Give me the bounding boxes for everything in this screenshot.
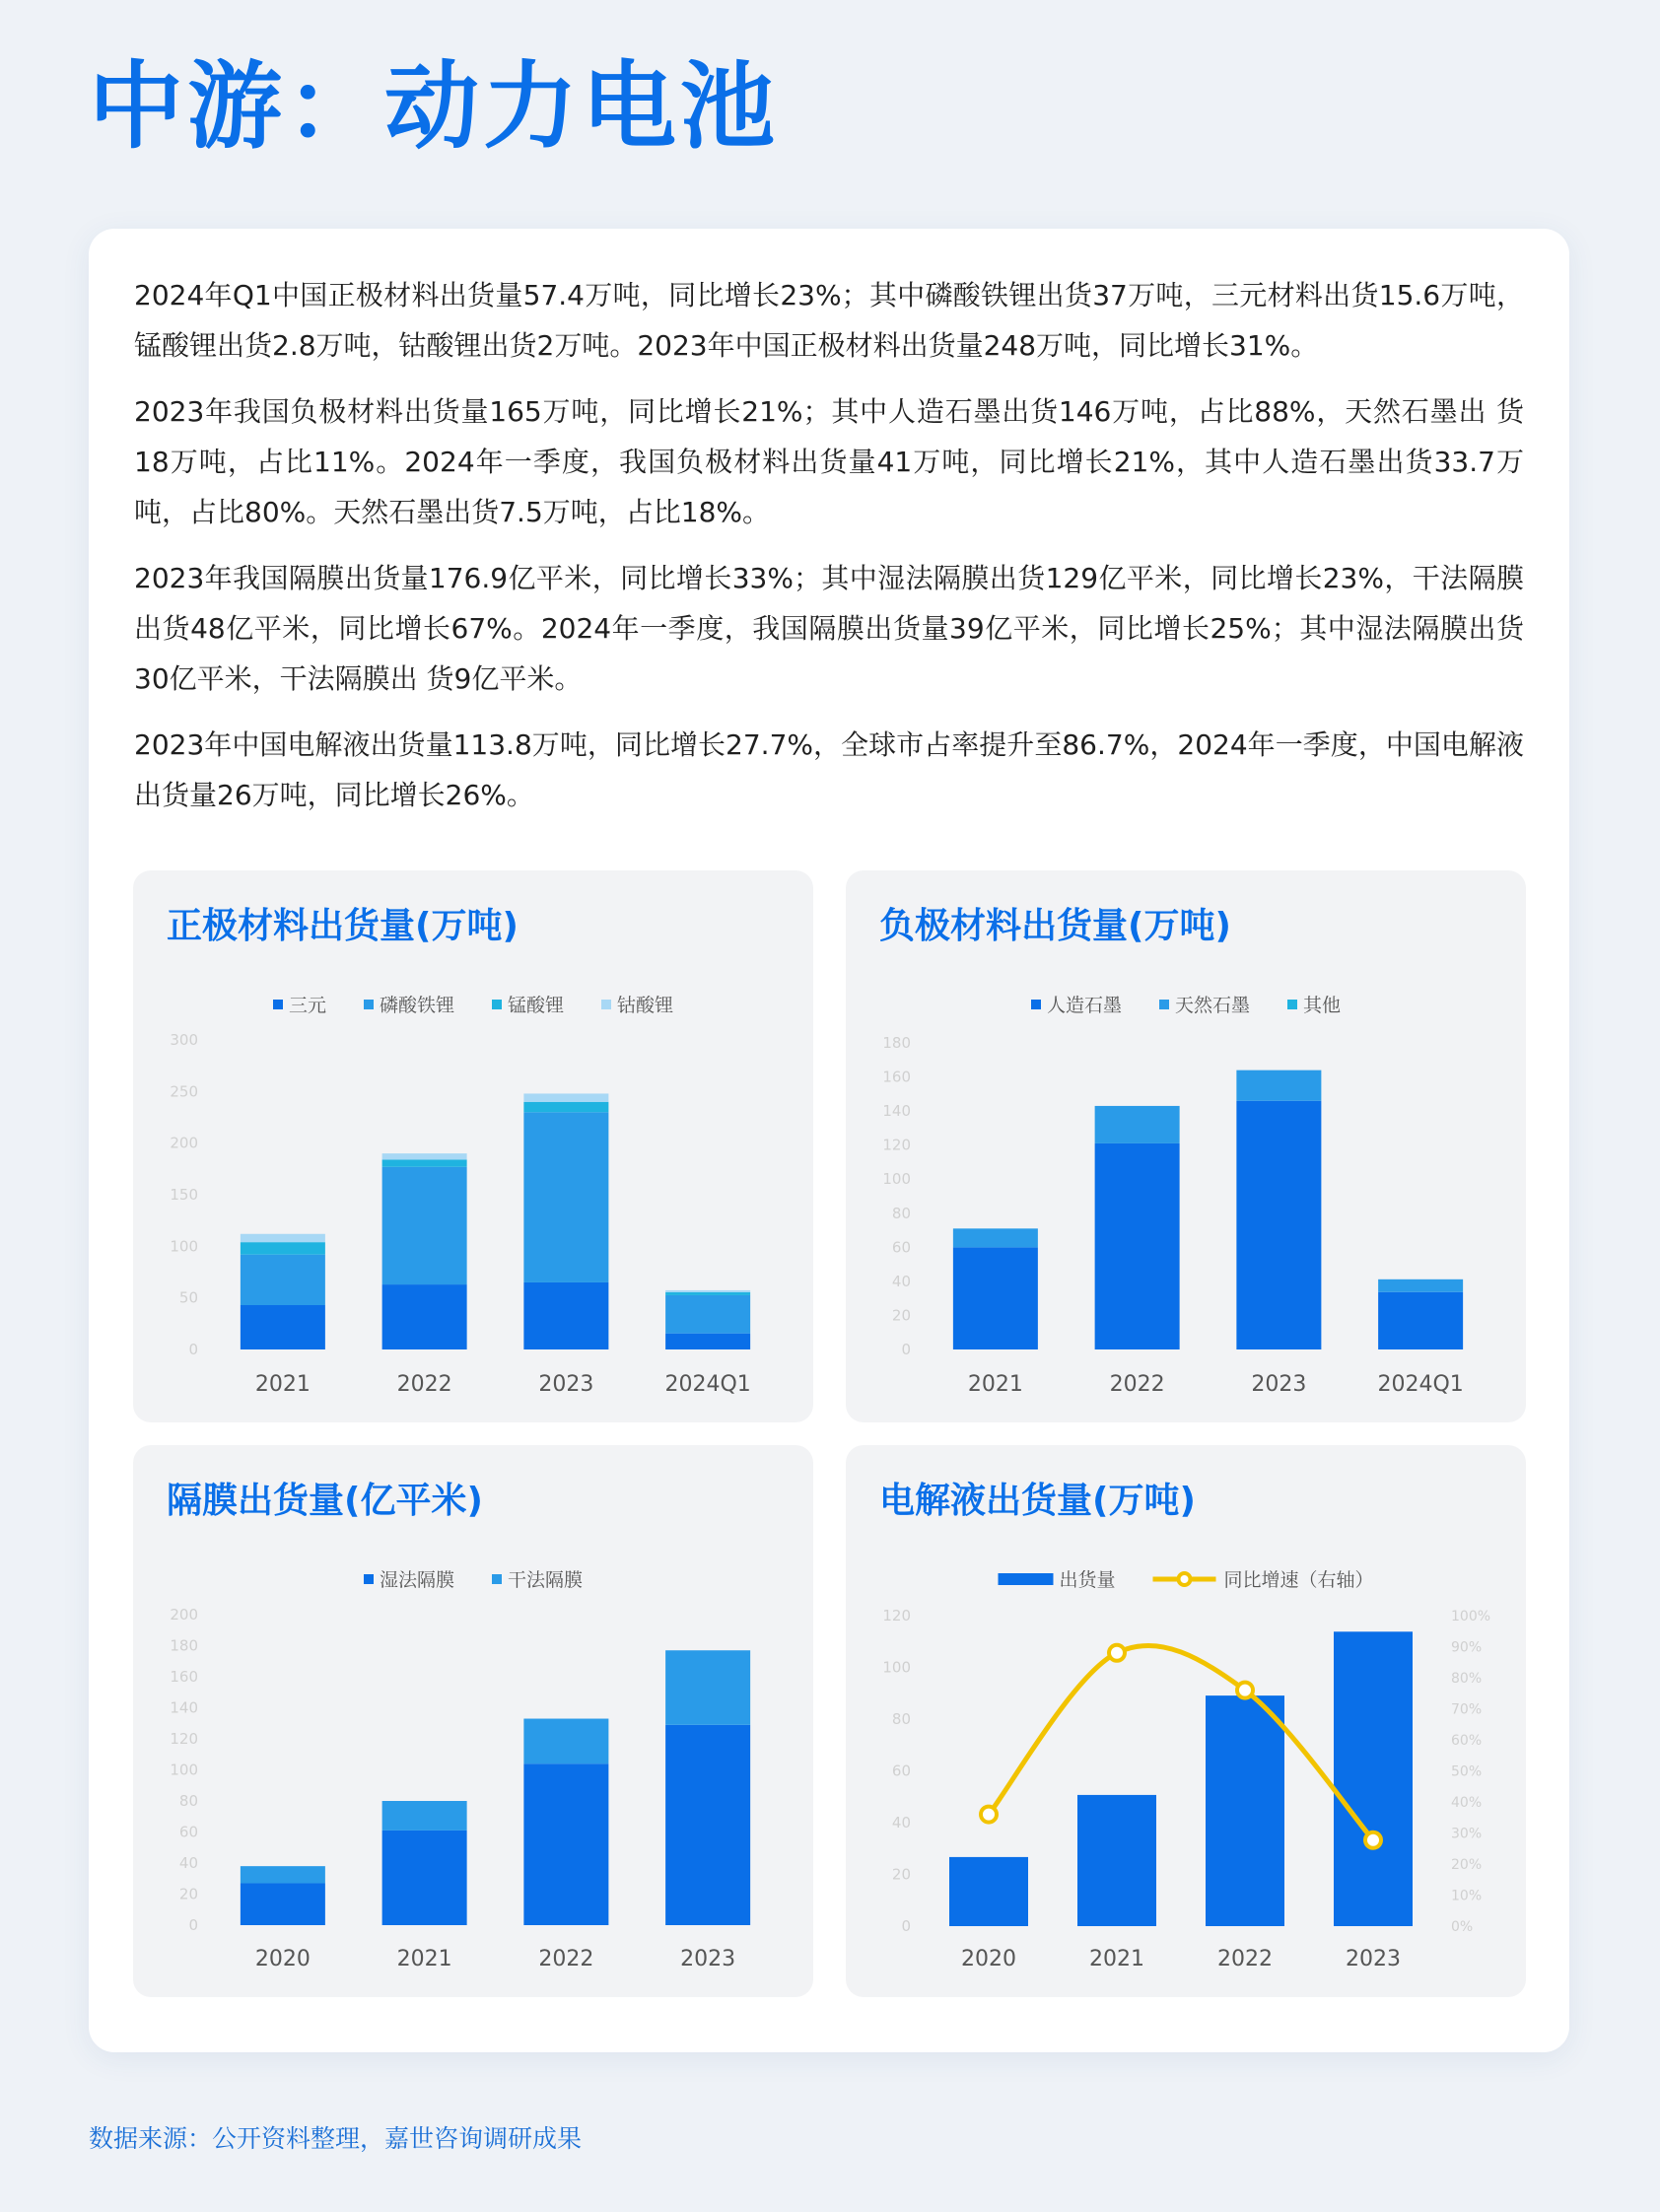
- y-tick-label-2: 100: [170, 1237, 198, 1256]
- bar-2021-3: [241, 1242, 325, 1255]
- y2-tick-label-3: 30%: [1451, 1826, 1483, 1842]
- bar-2022-1: [1095, 1143, 1180, 1349]
- x-tick-label-2: 2022: [1217, 1947, 1273, 1971]
- legend-1-label: 干法隔膜: [508, 1569, 584, 1591]
- chart-separator: [133, 1445, 813, 1997]
- x-tick-label-1: 2021: [1089, 1947, 1144, 1971]
- y2-tick-label-9: 90%: [1451, 1639, 1483, 1656]
- bar-2022-1: [523, 1763, 608, 1925]
- y2-tick-label-8: 80%: [1451, 1671, 1483, 1687]
- bar-2021-4: [241, 1234, 325, 1242]
- x-tick-label-1: 2022: [396, 1372, 452, 1397]
- y-tick-label-1: 50: [178, 1288, 198, 1307]
- legend-1-marker: [1179, 1573, 1191, 1585]
- legend-3-label: 钴酸锂: [617, 995, 674, 1016]
- paragraph-separator: 2023年我国隔膜出货量176.9亿平米，同比增长33%；其中湿法隔膜出货129亿平米，同比增长23%，干法隔膜出货48亿平米，同比增长67%。2024年一季度，我国隔膜出货量39亿平米，同比增长25%；其中湿法隔膜出货30亿平米，干法隔膜出 货9亿平米。: [134, 562, 1524, 695]
- bar-2022-3: [382, 1159, 467, 1166]
- legend-1-label: 天然石墨: [1175, 995, 1251, 1016]
- legend-1-swatch: [364, 1000, 374, 1009]
- y-tick-label-4: 80: [891, 1710, 911, 1728]
- y-tick-label-10: 200: [170, 1606, 198, 1624]
- chart-title-cathode: 正极材料出货量(万吨): [167, 906, 519, 946]
- bar-2021-2: [382, 1801, 467, 1831]
- y-tick-label-4: 80: [178, 1792, 198, 1810]
- x-tick-label-3: 2023: [680, 1947, 736, 1971]
- y-tick-label-2: 40: [891, 1272, 911, 1290]
- y-tick-label-2: 40: [178, 1854, 198, 1872]
- bar-2020-2: [241, 1866, 325, 1883]
- x-tick-label-0: 2021: [254, 1372, 311, 1397]
- x-tick-label-1: 2021: [396, 1947, 452, 1971]
- paragraph-cathode: 2024年Q1中国正极材料出货量57.4万吨，同比增长23%；其中磷酸铁锂出货37万吨，三元材料出货15.6万吨， 锰酸锂出货2.8万吨，钴酸锂出货2万吨。2023年中国正极材料出货量248万吨，同比增长31%。: [134, 279, 1524, 362]
- bar-2022-2: [1095, 1106, 1180, 1143]
- growth-point-2022: [1237, 1683, 1253, 1698]
- chart-cathode: [133, 870, 813, 1422]
- legend-0-label: 人造石墨: [1047, 995, 1123, 1016]
- bar-2023-1: [1334, 1631, 1413, 1926]
- y2-tick-label-7: 70%: [1451, 1701, 1483, 1718]
- x-tick-label-0: 2021: [967, 1372, 1023, 1397]
- data-source-note: 数据来源：公开资料整理，嘉世咨询调研成果: [89, 2124, 583, 2153]
- y2-tick-label-1: 10%: [1451, 1888, 1483, 1904]
- chart-title-electrolyte: 电解液出货量(万吨): [879, 1481, 1196, 1521]
- y-tick-label-9: 180: [170, 1636, 198, 1655]
- bar-2021-2: [953, 1228, 1038, 1247]
- bar-2022-1: [1206, 1695, 1284, 1926]
- bar-2024Q1-1: [1378, 1292, 1463, 1349]
- legend-0-label: 三元: [289, 995, 327, 1016]
- bar-2023-2: [665, 1650, 750, 1725]
- chart-anode: [846, 870, 1526, 1422]
- growth-line: [989, 1645, 1373, 1839]
- y-tick-label-3: 150: [170, 1186, 198, 1204]
- y-tick-label-1: 20: [891, 1306, 911, 1325]
- legend-1-label: 磷酸铁锂: [380, 995, 455, 1016]
- y-tick-label-0: 0: [188, 1341, 198, 1358]
- x-tick-label-2: 2023: [1251, 1372, 1307, 1397]
- legend-1-swatch: [492, 1574, 502, 1584]
- legend-1-label: 同比增速（右轴）: [1223, 1569, 1374, 1591]
- x-tick-label-3: 2023: [1346, 1947, 1401, 1971]
- bar-2020-1: [241, 1883, 325, 1925]
- y-tick-label-6: 120: [882, 1607, 911, 1624]
- legend-0-swatch: [1031, 1000, 1041, 1009]
- bar-2022-1: [382, 1284, 467, 1349]
- bar-2024Q1-1: [665, 1334, 750, 1349]
- x-tick-label-3: 2024Q1: [664, 1372, 751, 1397]
- y-tick-label-8: 160: [170, 1668, 198, 1686]
- legend-2-swatch: [1287, 1000, 1297, 1009]
- bar-2021-1: [1077, 1795, 1156, 1926]
- y-tick-label-6: 120: [882, 1136, 911, 1154]
- x-tick-label-0: 2020: [961, 1947, 1016, 1971]
- y-tick-label-3: 60: [891, 1238, 911, 1257]
- y-tick-label-7: 140: [882, 1102, 911, 1121]
- chart-title-anode: 负极材料出货量(万吨): [879, 906, 1231, 946]
- y-tick-label-2: 40: [891, 1814, 911, 1832]
- y-tick-label-4: 200: [170, 1134, 198, 1152]
- chart-panel-anode: [846, 870, 1526, 1422]
- bar-2022-4: [382, 1153, 467, 1159]
- x-tick-label-3: 2024Q1: [1377, 1372, 1464, 1397]
- chart-panel-cathode: [133, 870, 813, 1422]
- y-tick-label-5: 250: [170, 1082, 198, 1101]
- bar-2023-3: [523, 1102, 608, 1112]
- x-tick-label-2: 2023: [538, 1372, 594, 1397]
- bar-2023-2: [523, 1112, 608, 1282]
- x-tick-label-2: 2022: [538, 1947, 594, 1971]
- y2-tick-label-0: 0%: [1451, 1919, 1474, 1935]
- y2-tick-label-6: 60%: [1451, 1733, 1483, 1749]
- legend-2-label: 锰酸锂: [508, 995, 565, 1016]
- legend-0-swatch: [273, 1000, 283, 1009]
- y-tick-label-0: 0: [188, 1916, 198, 1934]
- bar-2022-2: [382, 1167, 467, 1284]
- y-tick-label-0: 0: [901, 1917, 911, 1935]
- bar-2021-2: [241, 1255, 325, 1305]
- y-tick-label-9: 180: [882, 1034, 911, 1052]
- chart-panel-electrolyte: [846, 1445, 1526, 1997]
- bar-2021-1: [953, 1247, 1038, 1349]
- chart-panel-separator: [133, 1445, 813, 1997]
- y-tick-label-4: 80: [891, 1204, 911, 1222]
- bar-2024Q1-2: [1378, 1279, 1463, 1292]
- y-tick-label-5: 100: [882, 1170, 911, 1189]
- bar-2021-1: [241, 1305, 325, 1349]
- y-tick-label-8: 160: [882, 1068, 911, 1086]
- page-title: 中游：动力电池: [89, 51, 779, 162]
- y-tick-label-1: 20: [891, 1865, 911, 1884]
- x-tick-label-1: 2022: [1109, 1372, 1165, 1397]
- bar-2023-1: [523, 1282, 608, 1349]
- growth-point-2020: [981, 1807, 997, 1823]
- bar-2021-1: [382, 1831, 467, 1925]
- x-tick-label-0: 2020: [254, 1947, 311, 1971]
- chart-electrolyte: [846, 1445, 1526, 1997]
- y2-tick-label-5: 50%: [1451, 1763, 1483, 1780]
- y-tick-label-3: 60: [891, 1762, 911, 1780]
- bar-2024Q1-2: [665, 1295, 750, 1334]
- legend-3-swatch: [601, 1000, 611, 1009]
- bar-2023-4: [523, 1093, 608, 1101]
- y-tick-label-5: 100: [170, 1761, 198, 1779]
- legend-0-swatch: [999, 1573, 1054, 1585]
- bar-2020-1: [949, 1857, 1028, 1926]
- bar-2024Q1-3: [665, 1292, 750, 1295]
- bar-2022-2: [523, 1719, 608, 1764]
- y-tick-label-6: 120: [170, 1730, 198, 1748]
- y2-tick-label-2: 20%: [1451, 1857, 1483, 1873]
- legend-0-label: 出货量: [1059, 1569, 1116, 1591]
- growth-point-2023: [1365, 1832, 1381, 1848]
- y-tick-label-0: 0: [901, 1341, 911, 1358]
- y2-tick-label-10: 100%: [1451, 1609, 1491, 1624]
- bar-2023-2: [1236, 1071, 1321, 1101]
- y-tick-label-1: 20: [178, 1885, 198, 1903]
- bar-2023-1: [1236, 1101, 1321, 1349]
- y2-tick-label-4: 40%: [1451, 1795, 1483, 1811]
- bar-2023-1: [665, 1725, 750, 1925]
- legend-2-swatch: [492, 1000, 502, 1009]
- legend-1-swatch: [1159, 1000, 1169, 1009]
- paragraph-anode: 2023年我国负极材料出货量165万吨，同比增长21%；其中人造石墨出货146万吨，占比88%，天然石墨出 货18万吨，占比11%。2024年一季度，我国负极材料出货量41万吨，同比增长21%，其中人造石墨出货33.7万吨，占比80%。天然石墨出货7.5万吨，占比18%。: [134, 395, 1524, 528]
- legend-0-label: 湿法隔膜: [380, 1569, 455, 1591]
- chart-title-separator: 隔膜出货量(亿平米): [167, 1481, 483, 1521]
- bar-2024Q1-4: [665, 1290, 750, 1292]
- y-tick-label-3: 60: [178, 1823, 198, 1841]
- legend-2-label: 其他: [1303, 995, 1342, 1016]
- y-tick-label-6: 300: [170, 1031, 198, 1049]
- y-tick-label-5: 100: [882, 1658, 911, 1677]
- content-card: [89, 229, 1569, 2052]
- legend-0-swatch: [364, 1574, 374, 1584]
- y-tick-label-7: 140: [170, 1698, 198, 1717]
- paragraph-electrolyte: 2023年中国电解液出货量113.8万吨，同比增长27.7%，全球市占率提升至86.7%，2024年一季度，中国电解液出货量26万吨，同比增长26%。: [134, 728, 1524, 811]
- growth-point-2021: [1109, 1645, 1125, 1661]
